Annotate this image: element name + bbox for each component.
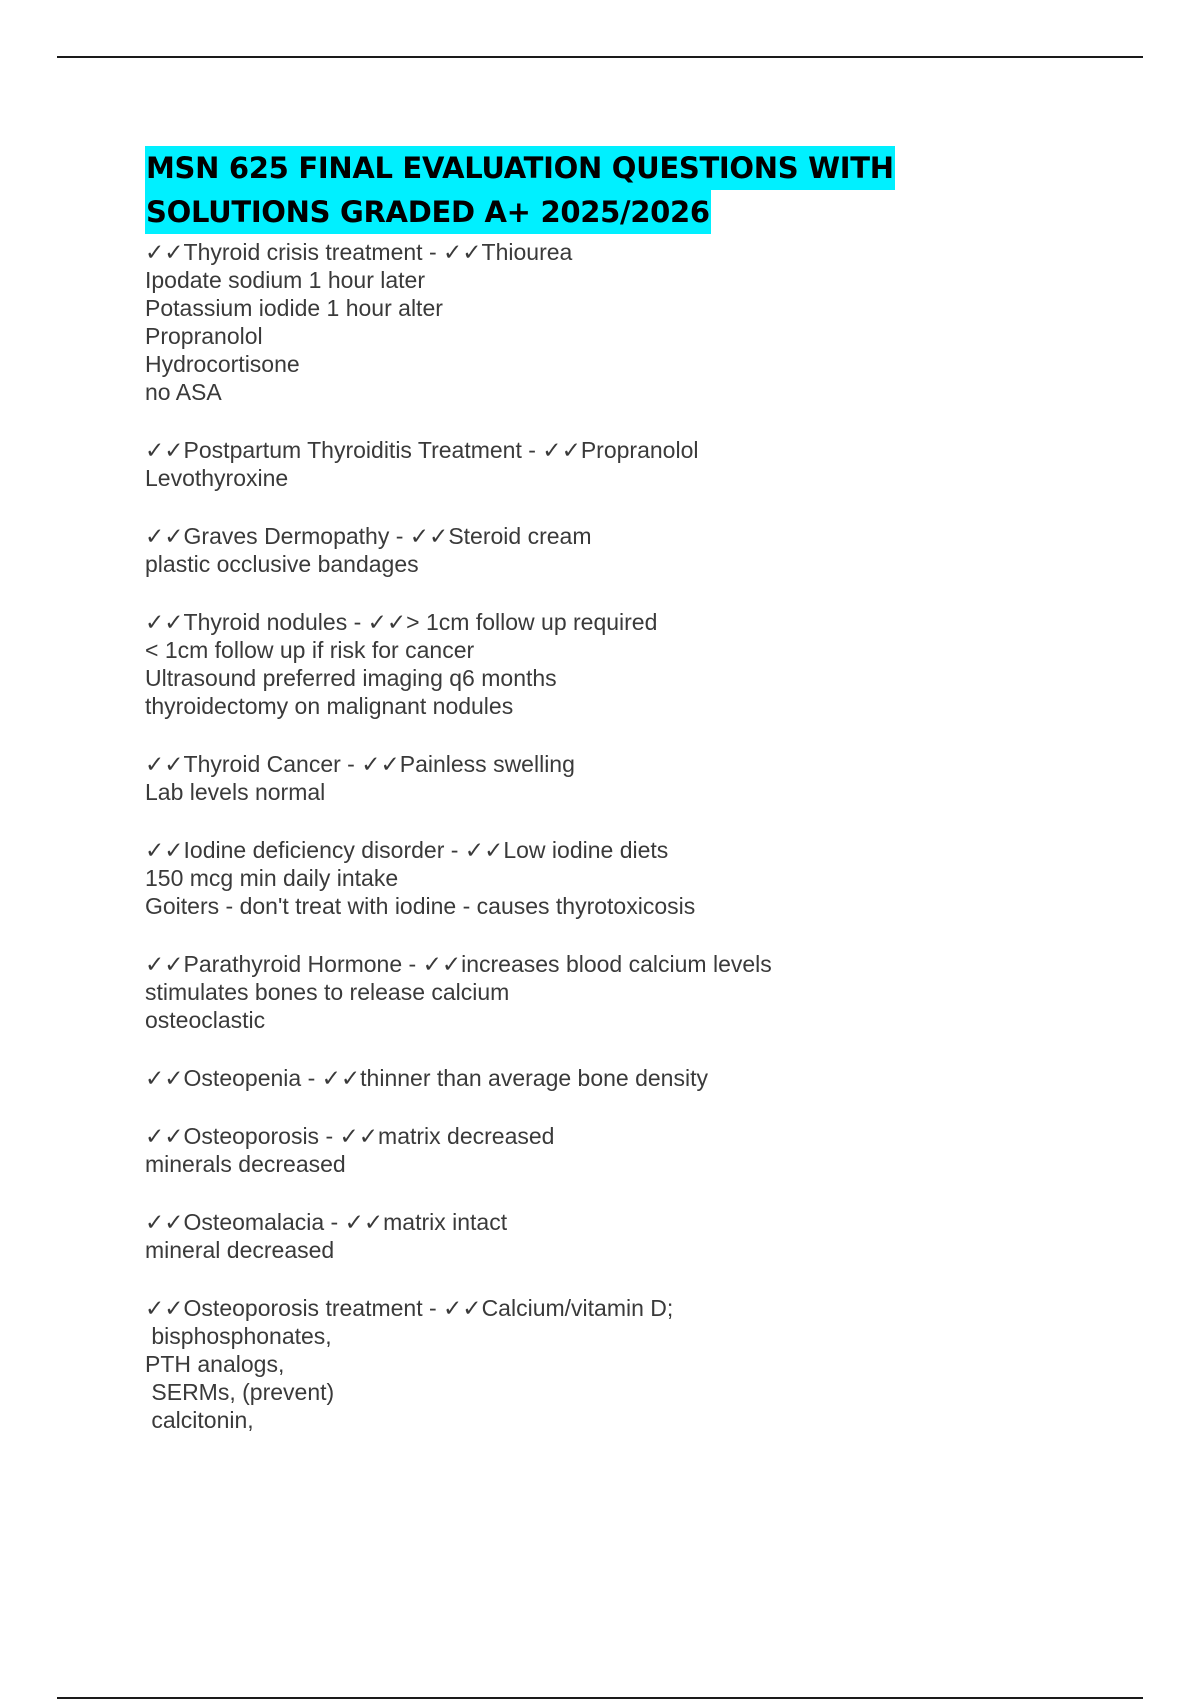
top-rule [57, 56, 1143, 58]
qa-entry [145, 238, 1105, 406]
entry-question-answer: ✓✓Osteopenia - ✓✓thinner than average bone density [145, 1065, 708, 1091]
entry-answer-line: Potassium iodide 1 hour alter [145, 295, 443, 321]
qa-entry [145, 1122, 1105, 1178]
entry-question-answer: ✓✓Thyroid nodules - ✓✓> 1cm follow up required [145, 609, 658, 635]
qa-entries [145, 238, 1105, 1434]
qa-entry [145, 1064, 1105, 1092]
entry-question-answer: ✓✓Osteoporosis treatment - ✓✓Calcium/vitamin D; [145, 1295, 674, 1321]
entry-answer-line: osteoclastic [145, 1007, 266, 1033]
qa-entry [145, 522, 1105, 578]
bottom-rule [57, 1697, 1143, 1699]
entry-answer-line: 150 mcg min daily intake [145, 865, 399, 891]
entry-answer-line: Hydrocortisone [145, 351, 300, 377]
qa-entry [145, 750, 1105, 806]
entry-question-answer: ✓✓Osteoporosis - ✓✓matrix decreased [145, 1123, 555, 1149]
document-title [145, 146, 1105, 234]
entry-answer-line: minerals decreased [145, 1151, 346, 1177]
entry-question-answer: ✓✓Osteomalacia - ✓✓matrix intact [145, 1209, 508, 1235]
entry-answer-line: bisphosphonates, [145, 1323, 332, 1349]
entry-answer-line: SERMs, (prevent) [145, 1379, 335, 1405]
title-line-1: MSN 625 FINAL EVALUATION QUESTIONS WITH [145, 146, 895, 190]
entry-answer-line: < 1cm follow up if risk for cancer [145, 637, 475, 663]
entry-answer-line: no ASA [145, 379, 222, 405]
entry-answer-line: Goiters - don't treat with iodine - causes thyrotoxicosis [145, 893, 696, 919]
entry-answer-line: mineral decreased [145, 1237, 335, 1263]
qa-entry [145, 1208, 1105, 1264]
qa-entry [145, 608, 1105, 720]
entry-answer-line: Lab levels normal [145, 779, 326, 805]
entry-question-answer: ✓✓Postpartum Thyroiditis Treatment - ✓✓Propranolol [145, 437, 699, 463]
entry-question-answer: ✓✓Iodine deficiency disorder - ✓✓Low iodine diets [145, 837, 669, 863]
document-body [145, 146, 1105, 1464]
entry-answer-line: Levothyroxine [145, 465, 289, 491]
entry-answer-line: calcitonin, [145, 1407, 254, 1433]
entry-answer-line: Ultrasound preferred imaging q6 months [145, 665, 557, 691]
entry-answer-line: Propranolol [145, 323, 263, 349]
entry-answer-line: PTH analogs, [145, 1351, 285, 1377]
qa-entry [145, 950, 1105, 1034]
entry-answer-line: stimulates bones to release calcium [145, 979, 510, 1005]
entry-answer-line: Ipodate sodium 1 hour later [145, 267, 426, 293]
entry-question-answer: ✓✓Thyroid Cancer - ✓✓Painless swelling [145, 751, 575, 777]
entry-answer-line: plastic occlusive bandages [145, 551, 419, 577]
entry-question-answer: ✓✓Thyroid crisis treatment - ✓✓Thiourea [145, 239, 573, 265]
qa-entry [145, 436, 1105, 492]
entry-question-answer: ✓✓Parathyroid Hormone - ✓✓increases blood calcium levels [145, 951, 772, 977]
entry-question-answer: ✓✓Graves Dermopathy - ✓✓Steroid cream [145, 523, 592, 549]
title-line-2: SOLUTIONS GRADED A+ 2025/2026 [145, 190, 711, 234]
qa-entry [145, 836, 1105, 920]
entry-answer-line: thyroidectomy on malignant nodules [145, 693, 514, 719]
qa-entry [145, 1294, 1105, 1434]
